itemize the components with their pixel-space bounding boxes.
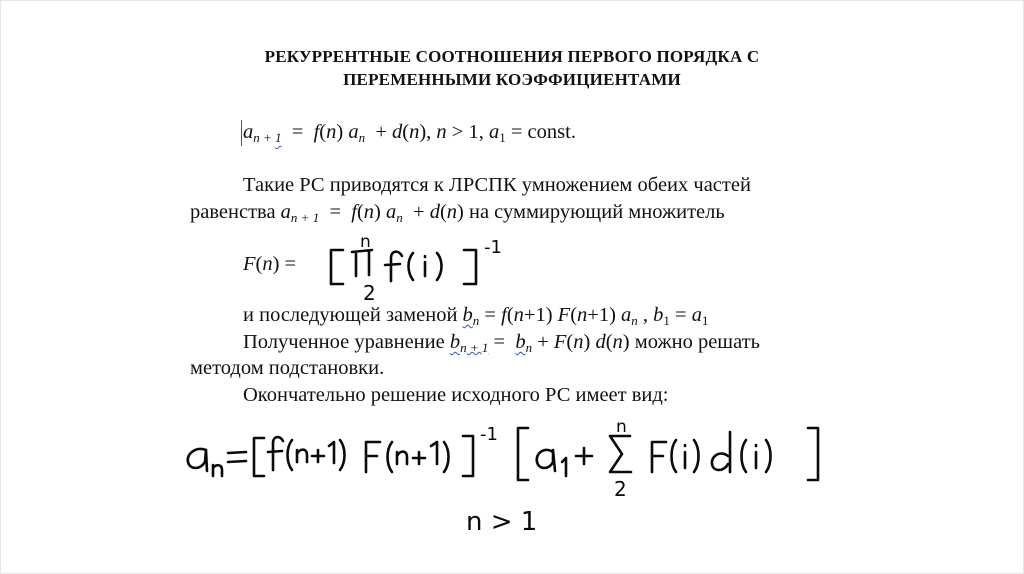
product-exponent: -1	[484, 237, 502, 258]
result-suffix: можно решать	[634, 331, 760, 353]
f-of-n-label: F(n) =	[243, 253, 297, 275]
hand-bracket1-close	[463, 436, 473, 476]
hand-plus4	[576, 448, 592, 464]
substitution-line: и последующей заменой $b_n = f(n+1)$ F(n+1) $a_n$ , $b_1 = a_1$	[243, 304, 709, 328]
sigma-sign	[610, 436, 631, 472]
subst-prefix: и последующей заменой	[243, 304, 458, 326]
intro-text: Такие РС приводятся к ЛРСПК умножением обеих частей	[243, 174, 751, 196]
method-text: методом подстановки.	[190, 357, 385, 379]
hand-bracket2-close	[808, 428, 818, 480]
const-text: const.	[527, 121, 576, 143]
solution-exponent: -1	[480, 424, 498, 445]
hand-bracket1-open	[254, 438, 264, 476]
hand-paren2-open	[288, 440, 293, 470]
hand-d	[712, 432, 730, 472]
hand-equals	[228, 452, 246, 462]
hand-plus3	[413, 452, 425, 464]
hand-sub-1	[562, 458, 566, 476]
sum-lower-limit: 2	[614, 477, 627, 501]
eq2-suffix: на суммирующий множитель	[468, 201, 725, 223]
hand-paren4-close	[694, 440, 699, 472]
result-prefix: Полученное уравнение	[243, 331, 445, 353]
hand-plus2	[312, 450, 324, 462]
hand-F	[366, 442, 380, 472]
hand-paren4-open	[672, 440, 677, 472]
final-text: Окончательно решение исходного РС имеет вид:	[243, 384, 669, 406]
result-line: Полученное уравнение $b_{n + 1} = b_n + F(n)$ d(n) можно решать	[243, 331, 760, 355]
hand-a1	[537, 450, 555, 471]
recurrence-equation: $a_{n + 1} = f(n) a_n + d(n)$, n > 1, $a_1$ = const.	[243, 121, 576, 145]
product-upper-limit: n	[360, 232, 371, 252]
eq2-prefix: равенства	[190, 201, 276, 223]
hand-n3	[397, 452, 407, 464]
hand-f2	[268, 437, 283, 470]
equation-line-2: равенства $a_{n + 1} = f(n) a_n + d(n)$ на суммирующий множитель	[190, 201, 725, 225]
hand-paren5-open	[742, 440, 747, 472]
hand-a	[188, 449, 207, 471]
hand-n2	[297, 450, 307, 462]
sum-upper-limit: n	[616, 417, 627, 437]
hand-paren5-close	[766, 440, 771, 472]
hand-one2	[329, 442, 334, 463]
hand-sub-n	[213, 465, 222, 476]
hand-one3	[431, 442, 437, 464]
hand-bracket2-open	[518, 428, 528, 480]
product-lower-limit: 2	[363, 281, 376, 305]
slide-title-line2: ПЕРЕМЕННЫМИ КОЭФФИЦИЕНТАМИ	[343, 70, 681, 89]
condition-text: n > 1	[466, 507, 538, 537]
hand-paren3-close	[444, 442, 449, 472]
hand-paren2-close	[340, 440, 345, 470]
hand-F2	[652, 442, 666, 472]
slide-title-line1: РЕКУРРЕНТНЫЕ СООТНОШЕНИЯ ПЕРВОГО ПОРЯДКА С	[264, 47, 760, 66]
hand-paren3-open	[388, 442, 393, 472]
